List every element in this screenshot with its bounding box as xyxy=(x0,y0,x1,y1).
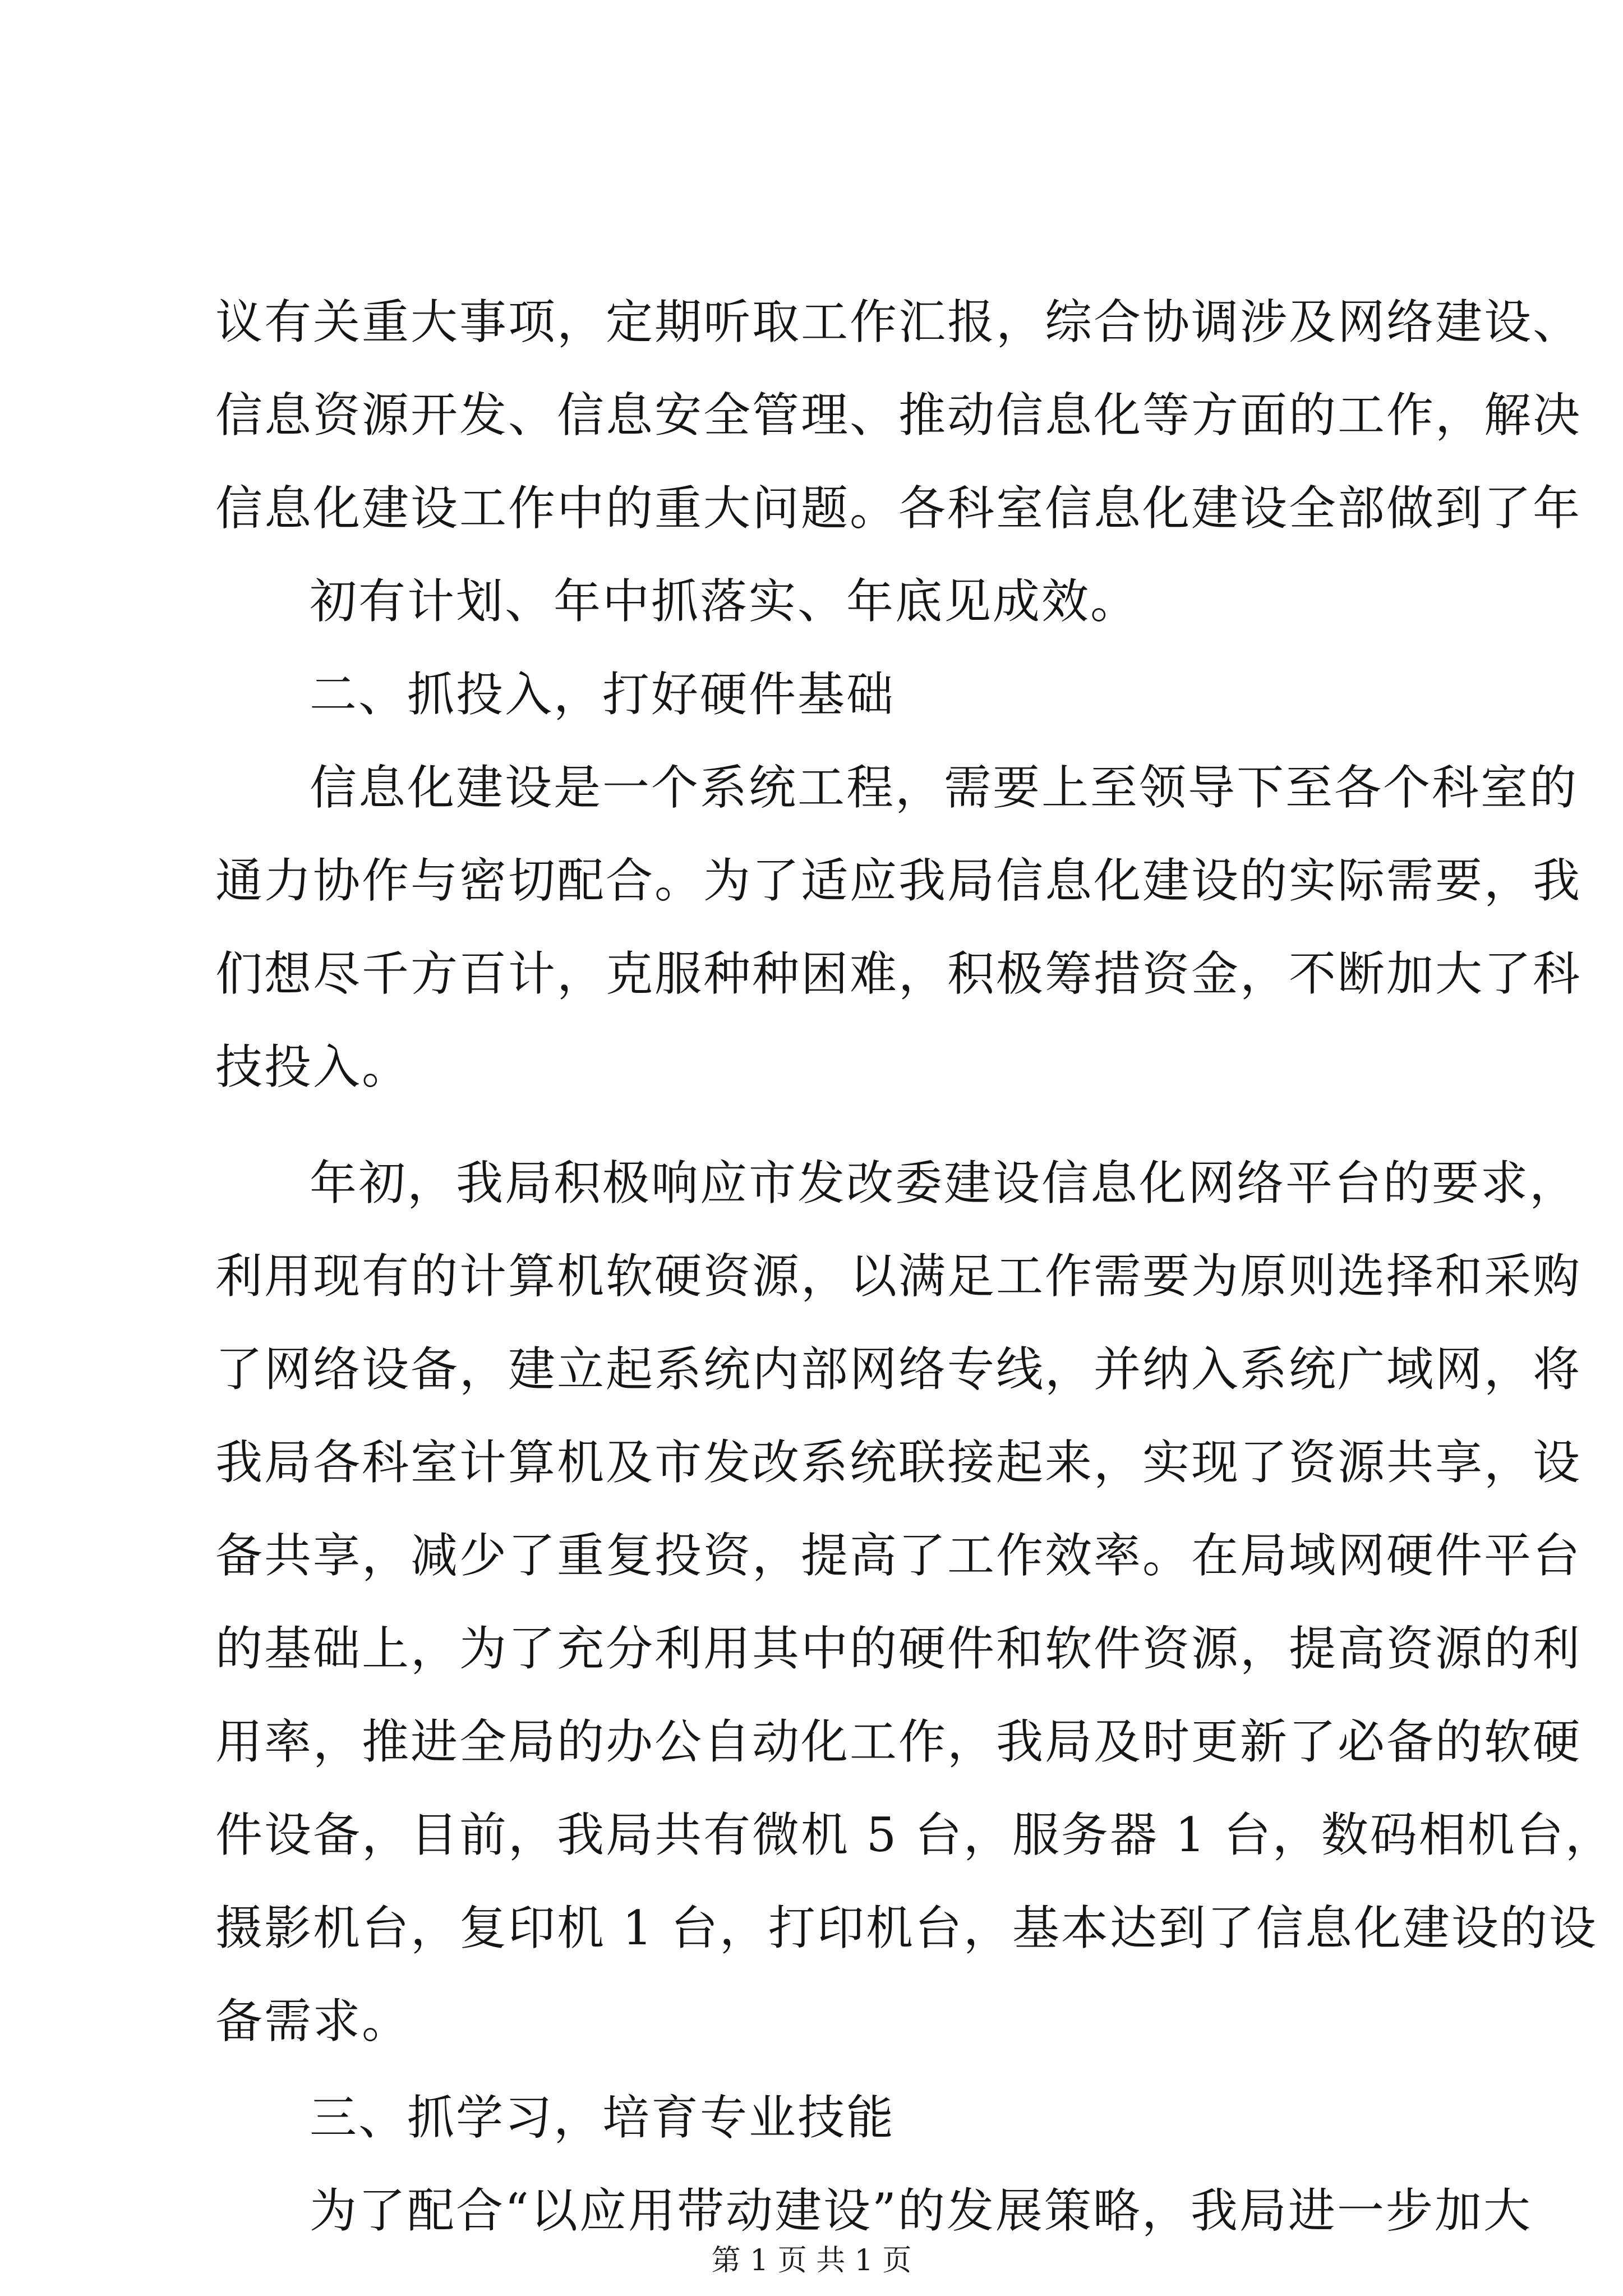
body-text-line: 我局各科室计算机及市发改系统联接起来，实现了资源共享，设 xyxy=(215,1435,1582,1490)
body-text-line: 信息化建设是一个系统工程，需要上至领导下至各个科室的 xyxy=(310,760,1579,815)
body-text-line: 件设备，目前，我局共有微机 5 台，服务器 1 台，数码相机台， xyxy=(215,1807,1614,1862)
body-text-line: 了网络设备，建立起系统内部网络专线，并纳入系统广域网，将 xyxy=(215,1342,1582,1397)
body-text-line: 备共享，减少了重复投资，提高了工作效率。在局域网硬件平台 xyxy=(215,1528,1582,1583)
body-text-line: 为了配合“以应用带动建设”的发展策略，我局进一步加大 xyxy=(310,2183,1532,2238)
body-text-line: 技投入。 xyxy=(215,1039,411,1094)
body-text-line: 信息资源开发、信息安全管理、推动信息化等方面的工作，解决 xyxy=(215,388,1582,443)
body-text-line: 初有计划、年中抓落实、年底见成效。 xyxy=(310,574,1140,629)
body-text-line: 们想尽千方百计，克服种种困难，积极筹措资金，不断加大了科 xyxy=(215,946,1582,1001)
body-text-line: 摄影机台，复印机 1 台，打印机台，基本达到了信息化建设的设 xyxy=(215,1901,1598,1955)
section-heading: 二、抓投入，打好硬件基础 xyxy=(310,667,896,722)
page-footer: 第 1 页 共 1 页 xyxy=(711,2244,912,2277)
body-text-line: 利用现有的计算机软硬资源，以满足工作需要为原则选择和采购 xyxy=(215,1249,1582,1304)
body-text-line: 年初，我局积极响应市发改委建设信息化网络平台的要求， xyxy=(310,1156,1579,1211)
body-text-line: 的基础上，为了充分利用其中的硬件和软件资源，提高资源的利 xyxy=(215,1621,1582,1676)
body-text-line: 议有关重大事项，定期听取工作汇报，综合协调涉及网络建设、 xyxy=(215,295,1582,349)
body-text-line: 信息化建设工作中的重大问题。各科室信息化建设全部做到了年 xyxy=(215,481,1582,536)
body-text-line: 用率，推进全局的办公自动化工作，我局及时更新了必备的软硬 xyxy=(215,1714,1582,1769)
section-heading: 三、抓学习，培育专业技能 xyxy=(310,2090,896,2145)
body-text-line: 备需求。 xyxy=(215,1994,411,2049)
body-text-line: 通力协作与密切配合。为了适应我局信息化建设的实际需要，我 xyxy=(215,853,1582,908)
